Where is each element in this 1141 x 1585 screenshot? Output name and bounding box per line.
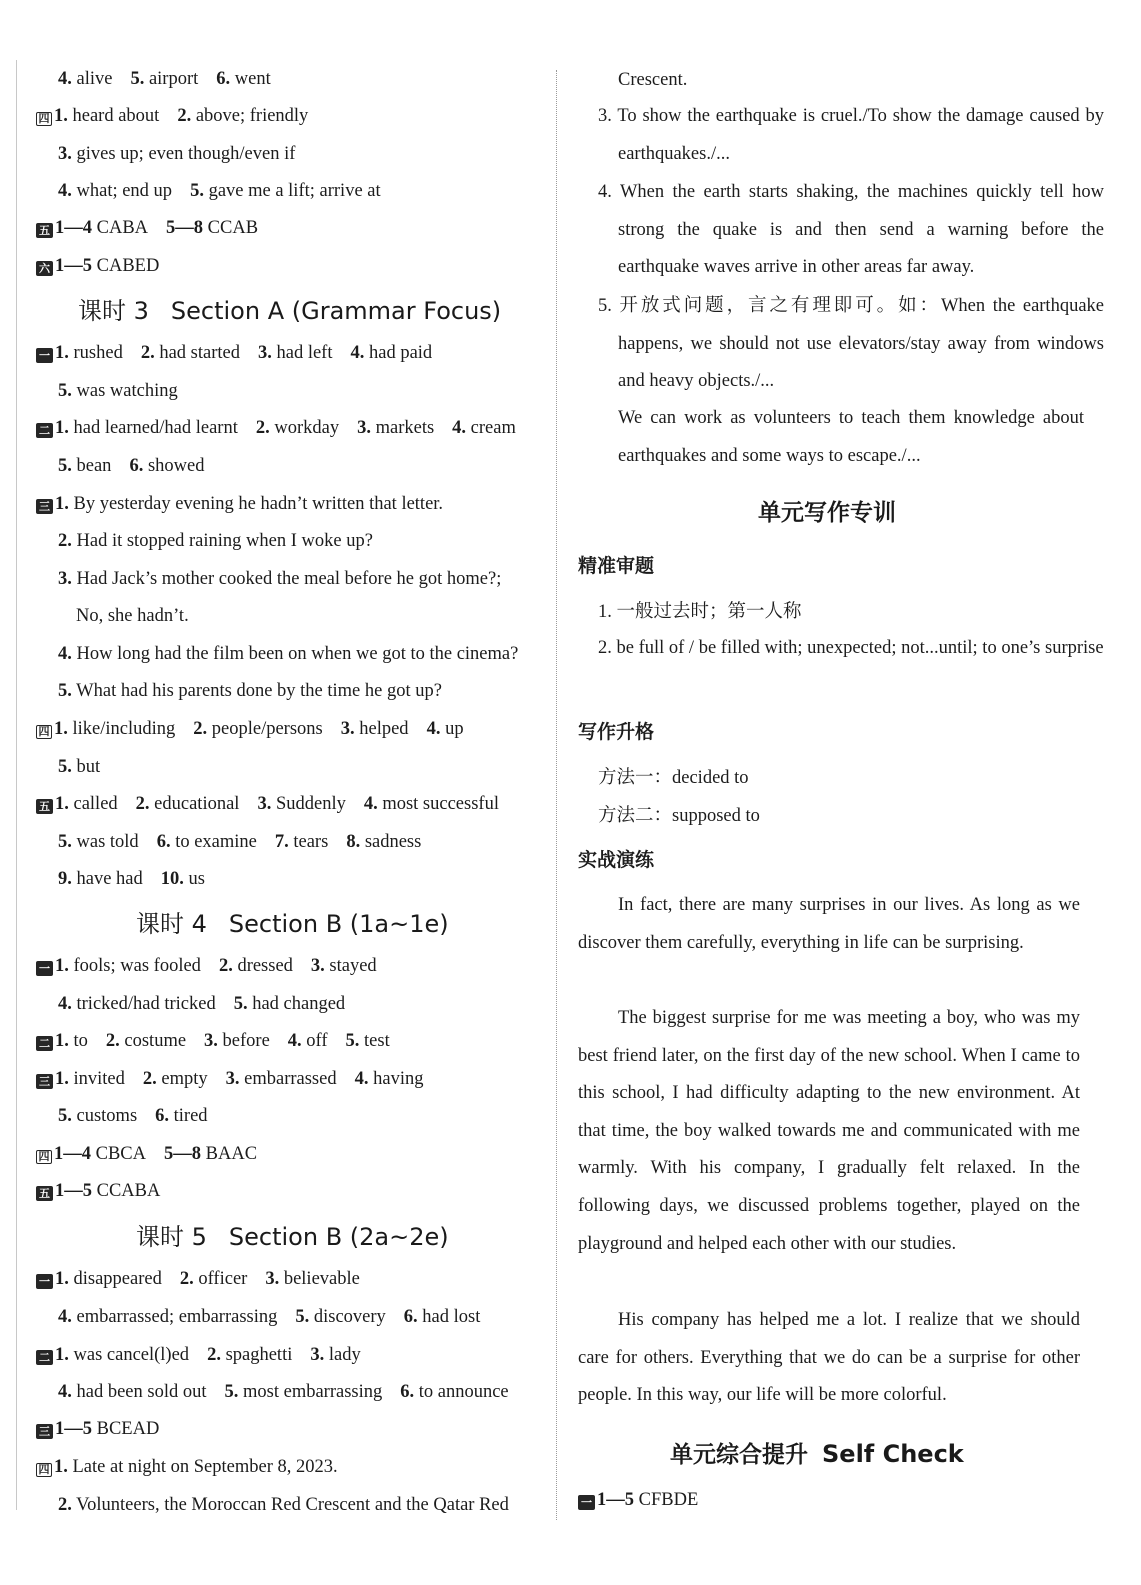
answer-item: 2. Volunteers, the Moroccan Red Crescent and the Qatar Red xyxy=(58,1495,509,1515)
question-number-badge: 四 xyxy=(36,725,52,739)
answer-line xyxy=(58,380,178,402)
answer-line xyxy=(58,1381,509,1403)
answer-item: 5. was watching xyxy=(58,381,178,401)
answer-line xyxy=(36,493,443,515)
answer-item: 5—8 CCAB xyxy=(166,218,259,238)
answer-item: 6. tired xyxy=(155,1106,208,1126)
question-number-badge: 三 xyxy=(36,1424,53,1439)
answer-item: 1—4 CBCA xyxy=(54,1144,147,1164)
question-number-badge: 二 xyxy=(36,1036,53,1051)
answer-item: 1. invited xyxy=(55,1069,125,1089)
answer-line xyxy=(58,1105,208,1127)
answer-line xyxy=(58,180,381,202)
answer-line xyxy=(36,1456,338,1478)
method-line: 方法一：decided to xyxy=(598,768,749,788)
essay-paragraph: In fact, there are many surprises in our lives. As long as we discover them carefully, everything in life can be surprising. xyxy=(578,895,1080,953)
answer-item: 6. had lost xyxy=(403,1307,481,1327)
answer-item: 1. was cancel(l)ed xyxy=(55,1345,190,1365)
answer-line xyxy=(58,455,204,477)
answer-item: 5. but xyxy=(58,757,101,777)
answer-line xyxy=(578,1489,698,1511)
answer-item: 4. having xyxy=(354,1069,424,1089)
self-check-en: Self Check xyxy=(822,1440,964,1468)
answer-item: 2. officer xyxy=(179,1269,248,1289)
lesson-title: Section A (Grammar Focus) xyxy=(170,297,502,325)
question-number-badge: 三 xyxy=(36,499,53,514)
question-number-badge: 五 xyxy=(36,223,53,238)
question-number-badge: 二 xyxy=(36,423,53,438)
answer-item: 1—5 CABED xyxy=(55,256,160,276)
answer-item: 1. called xyxy=(55,794,118,814)
answer-item: 3. Suddenly xyxy=(257,794,346,814)
answer-item: 2. dressed xyxy=(218,956,293,976)
essay-paragraph: The biggest surprise for me was meeting a boy, who was my best friend later, on the first day of the new school. When I came to this school, I had difficulty adapting to the new environment. At that time, the boy walked towards me and communicated with me warmly. With his company, I gradually felt relaxed. In the following days, we discussed problems together, played on the playground and helped each other with our studies. xyxy=(578,1008,1080,1254)
question-number-badge: 六 xyxy=(36,261,53,276)
answer-item: We can work as volunteers to teach them knowledge about earthquakes and some ways to escape./... xyxy=(618,408,1084,466)
answer-line xyxy=(36,793,499,815)
answer-item: 3. markets xyxy=(357,418,435,438)
answer-item: 3. To show the earthquake is cruel./To show the damage caused by earthquakes./... xyxy=(598,106,1104,164)
answer-line xyxy=(36,1418,159,1440)
answer-item: 4. had paid xyxy=(350,343,433,363)
answer-line xyxy=(58,68,271,90)
question-number-badge: 一 xyxy=(578,1495,595,1510)
answer-item: 5. had changed xyxy=(233,994,346,1014)
subheading: 实战演练 xyxy=(578,849,655,871)
answer-item: 3. before xyxy=(204,1031,270,1051)
answer-item: 5. gave me a lift; arrive at xyxy=(190,181,381,201)
answer-item: 6. to announce xyxy=(400,1382,509,1402)
answer-item: 6. went xyxy=(216,69,271,89)
answer-item: 4. embarrassed; embarrassing xyxy=(58,1307,278,1327)
answer-item: 5. most embarrassing xyxy=(224,1382,383,1402)
answer-item: 1. rushed xyxy=(55,343,123,363)
column-divider xyxy=(556,70,557,1520)
answer-line xyxy=(58,993,345,1015)
answer-line xyxy=(36,342,432,364)
answer-line xyxy=(58,530,373,552)
answer-line xyxy=(58,568,501,590)
answer-item: 2. spaghetti xyxy=(207,1345,293,1365)
answer-item: 6. showed xyxy=(129,456,205,476)
answer-item: 3. gives up; even though/even if xyxy=(58,144,296,164)
answer-item: 4. cream xyxy=(452,418,516,438)
subheading: 写作升格 xyxy=(578,721,655,743)
answer-item: 1—4 CABA xyxy=(55,218,149,238)
answer-item: 4. most successful xyxy=(363,794,499,814)
lesson-number: 课时 4 xyxy=(136,910,207,938)
answer-item: 4. tricked/had tricked xyxy=(58,994,216,1014)
answer-item: 1. like/including xyxy=(54,719,176,739)
self-check-cn: 单元综合提升 xyxy=(670,1442,808,1468)
lesson-title: Section B (1a~1e) xyxy=(228,910,449,938)
answer-line xyxy=(58,643,518,665)
answer-item: 3. embarrassed xyxy=(225,1069,337,1089)
answer-item: 5—8 BAAC xyxy=(164,1144,258,1164)
writing-section-title: 单元写作专训 xyxy=(758,500,896,526)
answer-item: 1. Late at night on September 8, 2023. xyxy=(54,1457,338,1477)
question-number-badge: 三 xyxy=(36,1074,53,1089)
answer-item: 1. to xyxy=(55,1031,88,1051)
page-binding-edge xyxy=(16,60,17,1510)
answer-item: 2. empty xyxy=(142,1069,208,1089)
answer-continuation: Crescent. xyxy=(618,70,688,90)
answer-line xyxy=(58,831,421,853)
answer-line xyxy=(36,1030,390,1052)
answer-line xyxy=(58,756,100,778)
essay-paragraph: His company has helped me a lot. I realize that we should care for others. Everything that we do can be a surprise for other people. In this way, our life will be more colorful. xyxy=(578,1310,1080,1406)
answer-item: 3. helped xyxy=(340,719,409,739)
answer-line xyxy=(36,1268,360,1290)
answer-item: 1—5 BCEAD xyxy=(55,1419,160,1439)
answer-line xyxy=(36,1068,423,1090)
question-number-badge: 五 xyxy=(36,799,53,814)
answer-item: 4. off xyxy=(287,1031,328,1051)
answer-item: 3. lady xyxy=(310,1345,361,1365)
question-number-badge: 四 xyxy=(36,1150,52,1164)
answer-item: 2. costume xyxy=(105,1031,187,1051)
lesson-number: 课时 3 xyxy=(78,297,149,325)
answer-item: 2. be full of / be filled with; unexpected; not...until; to one’s surprise xyxy=(598,638,1104,658)
answer-item: 3. stayed xyxy=(310,956,377,976)
answer-line xyxy=(58,1494,509,1516)
question-number-badge: 二 xyxy=(36,1350,53,1365)
answer-line xyxy=(36,1180,160,1202)
answer-line xyxy=(58,143,295,165)
lesson-number: 课时 5 xyxy=(136,1223,207,1251)
answer-item: 3. Had Jack’s mother cooked the meal before he got home?; xyxy=(58,569,502,589)
answer-item: 10. us xyxy=(160,869,205,889)
answer-item: 2. workday xyxy=(255,418,340,438)
lesson-heading-4 xyxy=(136,909,449,939)
answer-item: 9. have had xyxy=(58,869,143,889)
answer-line xyxy=(36,955,377,977)
answer-line xyxy=(36,105,308,127)
method-line: 方法二：supposed to xyxy=(598,806,760,826)
answer-item: 5. customs xyxy=(58,1106,138,1126)
answer-line xyxy=(36,217,258,239)
answer-item: 1. By yesterday evening he hadn’t written that letter. xyxy=(55,494,444,514)
answer-item: 6. to examine xyxy=(156,832,257,852)
answer-line xyxy=(58,680,442,702)
question-number-badge: 四 xyxy=(36,112,52,126)
answer-item: 4. up xyxy=(426,719,464,739)
answer-item: 5. discovery xyxy=(295,1307,386,1327)
answer-item: 1—5 CFBDE xyxy=(597,1490,699,1510)
answer-item: 1. heard about xyxy=(54,106,160,126)
answer-line xyxy=(36,417,516,439)
answer-item: No, she hadn’t. xyxy=(76,606,189,626)
answer-item: 4. had been sold out xyxy=(58,1382,207,1402)
question-number-badge: 四 xyxy=(36,1463,52,1477)
question-number-badge: 一 xyxy=(36,348,53,363)
answer-item: 2. educational xyxy=(135,794,240,814)
answer-item: 4. alive xyxy=(58,69,113,89)
answer-item: 5. test xyxy=(345,1031,390,1051)
answer-item: 1—5 CCABA xyxy=(55,1181,161,1201)
answer-item: 3. believable xyxy=(265,1269,360,1289)
answer-line xyxy=(58,868,205,890)
answer-item: 8. sadness xyxy=(346,832,422,852)
lesson-title: Section B (2a~2e) xyxy=(228,1223,449,1251)
question-number-badge: 一 xyxy=(36,961,53,976)
answer-line xyxy=(58,1306,480,1328)
answer-item: 5. airport xyxy=(130,69,199,89)
answer-line xyxy=(36,1344,361,1366)
answer-item: 4. what; end up xyxy=(58,181,173,201)
answer-item: 5. What had his parents done by the time he got up? xyxy=(58,681,442,701)
answer-line xyxy=(36,255,159,277)
question-number-badge: 五 xyxy=(36,1186,53,1201)
answer-item: 2. people/persons xyxy=(193,719,323,739)
answer-item: 5. was told xyxy=(58,832,139,852)
answer-item: 1. 一般过去时；第一人称 xyxy=(598,602,802,622)
subheading: 精准审题 xyxy=(578,555,655,577)
answer-item: 2. above; friendly xyxy=(177,106,309,126)
answer-item: 4. When the earth starts shaking, the machines quickly tell how strong the quake is and then send a warning before the earthquake waves arrive in other areas far away. xyxy=(598,182,1104,278)
answer-item: 4. How long had the film been on when we got to the cinema? xyxy=(58,644,519,664)
answer-line xyxy=(36,718,464,740)
answer-line xyxy=(76,605,189,627)
answer-item: 2. Had it stopped raining when I woke up? xyxy=(58,531,373,551)
answer-item: 3. had left xyxy=(257,343,333,363)
answer-item: 7. tears xyxy=(274,832,329,852)
answer-item: 1. disappeared xyxy=(55,1269,162,1289)
answer-item: 1. had learned/had learnt xyxy=(55,418,238,438)
answer-item: 5. 开放式问题，言之有理即可。如：When the earthquake happens, we should not use elevators/stay away from windows and heavy objects./... xyxy=(598,296,1104,392)
answer-line xyxy=(36,1143,257,1165)
lesson-heading-3 xyxy=(78,296,501,326)
answer-item: 2. had started xyxy=(140,343,240,363)
answer-item: 1. fools; was fooled xyxy=(55,956,201,976)
self-check-heading xyxy=(670,1439,964,1470)
question-number-badge: 一 xyxy=(36,1274,53,1289)
lesson-heading-5 xyxy=(136,1222,449,1252)
answer-item: 5. bean xyxy=(58,456,112,476)
